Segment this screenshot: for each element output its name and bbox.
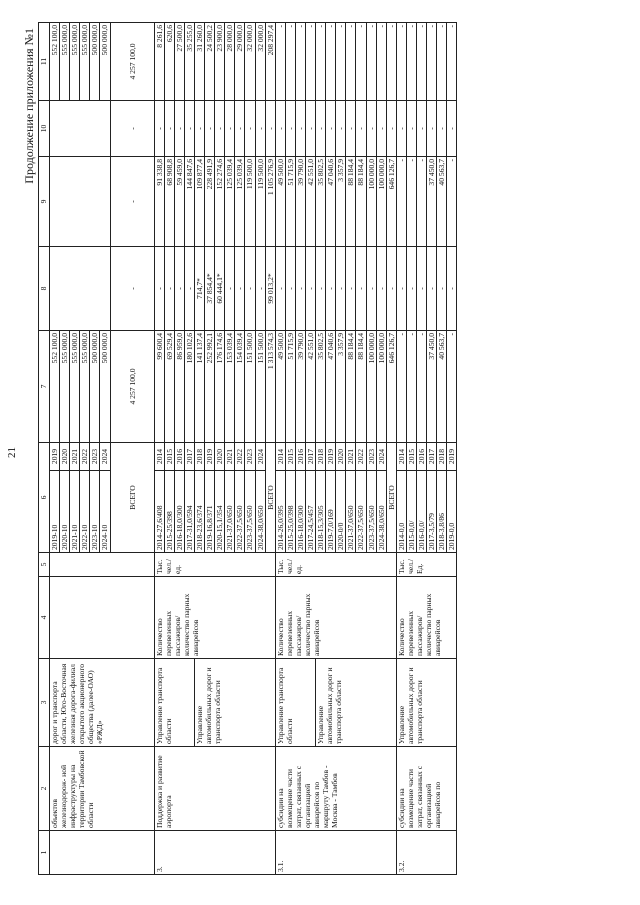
table-cell: - [326, 246, 336, 330]
table-cell: 69 529,4 [164, 330, 174, 442]
table-cell: Тыс. чел./ ед. [154, 553, 275, 577]
table-cell: - [346, 100, 356, 156]
table-cell: 29 000,0 [235, 22, 245, 100]
table-cell: 500 000,0 [90, 330, 100, 442]
table-cell: 4 257 100,0 [110, 22, 154, 100]
table-cell: 2019 [326, 442, 336, 470]
table-cell: 3 357,9 [336, 156, 346, 246]
table-cell: 2015-25/398 [164, 471, 174, 553]
table-cell: 2019-0,0 [447, 471, 457, 553]
table-cell: - [437, 22, 447, 100]
table-cell: - [215, 100, 225, 156]
header-cell: 10 [39, 100, 50, 156]
table-cell: Количество перевезенных пассажиров/ количество парных авиарейсов [275, 577, 396, 659]
table-cell: - [110, 156, 154, 246]
table-cell: 2021 [225, 442, 235, 470]
table-row [396, 22, 406, 874]
header-cell: 5 [39, 553, 50, 577]
table-cell: 2019 [50, 442, 60, 470]
table-cell: - [326, 22, 336, 100]
table-cell: 2016-0,0/ [417, 471, 427, 553]
table-cell: - [245, 246, 255, 330]
table-cell: 60 444,1* [215, 246, 225, 330]
table-cell: 141 137,4 [194, 330, 204, 442]
table-cell: 86 959,0 [174, 330, 184, 442]
table-cell: 3.1. [275, 831, 396, 875]
table-cell: Тыс. чел./ ед. [275, 553, 396, 577]
table-cell: - [255, 100, 265, 156]
table-cell: 2019 [205, 442, 215, 470]
table-cell: - [205, 100, 215, 156]
table-cell: Количество перевезенных пассажиров/ количество парных авиарейсов [396, 577, 457, 659]
table-cell: 2016 [417, 442, 427, 470]
table-cell: - [110, 100, 154, 156]
table-cell: 2014 [275, 442, 285, 470]
table-cell: - [184, 246, 194, 330]
table-cell: 2014-27,6/408 [154, 471, 164, 553]
table-cell: 2015-0,0/ [406, 471, 416, 553]
table-cell: 3. [154, 831, 275, 875]
table-cell: 37 450,0 [427, 156, 437, 246]
table-cell: 152 274,6 [215, 156, 225, 246]
table-cell: 2015 [285, 442, 295, 470]
table-cell: субсидии на возмещение части затрат, связанных с организацией авиарейсов по [396, 747, 457, 831]
table-cell: 1 105 276,9 [265, 156, 275, 246]
table-cell: 2022 [235, 442, 245, 470]
table-cell: - [447, 100, 457, 156]
header-cell: 3 [39, 659, 50, 747]
table-cell: - [305, 22, 315, 100]
table-cell: ВСЕГО [265, 442, 275, 552]
table-cell: Управление транспорта области [154, 659, 194, 747]
table-cell: 2016-18,0/300 [295, 471, 305, 553]
table-cell: 100 000,0 [376, 156, 386, 246]
table-cell: - [305, 100, 315, 156]
table-cell: 2024 [376, 442, 386, 470]
table-cell: 4 257 100,0 [110, 330, 154, 442]
table-cell: - [417, 156, 427, 246]
table-cell: 100 000,0 [366, 330, 376, 442]
table-cell: 500 000,0 [90, 22, 100, 100]
table-cell: 228 491,9 [205, 156, 215, 246]
table-cell: 40 563,7 [437, 156, 447, 246]
table-cell: 24 500,2 [205, 22, 215, 100]
table-cell: 714,7* [194, 246, 204, 330]
table-cell: 555 000,0 [80, 22, 90, 100]
header-cell: 6 [39, 442, 50, 552]
table-cell: - [326, 100, 336, 156]
table-cell: - [437, 100, 447, 156]
table-cell: 37 854,4* [205, 246, 215, 330]
table-cell: 2020 [60, 442, 70, 470]
table-cell: 32 000,0 [255, 22, 265, 100]
table-cell: 100 000,0 [376, 330, 386, 442]
table-cell: - [356, 22, 366, 100]
table-cell: 2023-10 [90, 471, 100, 553]
table-cell: 2017-24,5/457 [305, 471, 315, 553]
table-cell: - [366, 246, 376, 330]
table-cell: - [275, 100, 285, 156]
table-cell: 2020-15,1/354 [215, 471, 225, 553]
table-cell: - [366, 100, 376, 156]
table-cell: - [194, 100, 204, 156]
table-cell: - [225, 100, 235, 156]
table-cell: 552 100,0 [50, 330, 60, 442]
table-cell: - [396, 100, 406, 156]
table-cell: 88 184,4 [356, 330, 366, 442]
table-cell: 2020-10 [60, 471, 70, 553]
table-cell: 2020 [215, 442, 225, 470]
table-cell: - [417, 330, 427, 442]
table-cell: 88 184,4 [346, 330, 356, 442]
table-cell: 252 992,1 [205, 330, 215, 442]
table-cell: 2017-3,5/79 [427, 471, 437, 553]
table-cell: 2024-38,0/650 [255, 471, 265, 553]
table-cell: 2015 [164, 442, 174, 470]
table-cell: Управление транспорта области [275, 659, 315, 747]
table-cell: - [285, 246, 295, 330]
table-cell: 2021 [70, 442, 80, 470]
table-cell: 2018 [194, 442, 204, 470]
table-cell: 2019-7,0/169 [326, 471, 336, 553]
table-cell: - [396, 246, 406, 330]
table-cell: - [447, 22, 457, 100]
table-cell: 109 877,4 [194, 156, 204, 246]
table-cell: 100 000,0 [366, 156, 376, 246]
table-cell: - [406, 246, 416, 330]
table-cell: - [255, 246, 265, 330]
table-cell: Тыс. чел./ Ед. [396, 553, 457, 577]
table-cell: - [376, 246, 386, 330]
table-cell: 2016 [174, 442, 184, 470]
table-cell: 35 802,5 [316, 156, 326, 246]
table-cell: 2018 [316, 442, 326, 470]
table-cell: 153 039,4 [225, 330, 235, 442]
table-cell: - [336, 100, 346, 156]
table-cell: 2014-0,0 [396, 471, 406, 553]
table-cell: 646 126,7 [386, 330, 396, 442]
table-cell: - [447, 156, 457, 246]
header-cell: 11 [39, 22, 50, 100]
table-cell: - [285, 22, 295, 100]
header-cell: 7 [39, 330, 50, 442]
header-cell: 9 [39, 156, 50, 246]
table-cell: Количество перевезенных пассажиров/ количество парных авиарейсов [154, 577, 275, 659]
table-cell: - [184, 100, 194, 156]
table-cell: 2017-31,0/594 [184, 471, 194, 553]
table-cell: - [417, 22, 427, 100]
table-cell: 2024-10 [100, 471, 110, 553]
table-cell: 555 000,0 [60, 330, 70, 442]
table-cell: - [295, 22, 305, 100]
header-cell: 1 [39, 831, 50, 875]
table-cell: 2024-38,0/650 [376, 471, 386, 553]
table-cell: 180 102,6 [184, 330, 194, 442]
table-cell: - [386, 100, 396, 156]
table-cell: 2021-10 [70, 471, 80, 553]
table-cell: - [235, 100, 245, 156]
table-cell: 119 500,0 [255, 156, 265, 246]
header-row [39, 22, 50, 874]
table-cell: - [406, 22, 416, 100]
table-cell [50, 156, 111, 246]
table-cell: 151 500,0 [255, 330, 265, 442]
table-cell: 2017 [427, 442, 437, 470]
table-cell: 2021-37,0/650 [346, 471, 356, 553]
table-cell: 2017 [305, 442, 315, 470]
table-cell: 2015 [406, 442, 416, 470]
table-cell: 31 260,0 [194, 22, 204, 100]
table-cell: 2016 [295, 442, 305, 470]
table-cell: 39 790,0 [295, 156, 305, 246]
table-cell: 2024 [100, 442, 110, 470]
program-table [38, 22, 457, 875]
table-cell: 88 184,4 [346, 156, 356, 246]
table-cell [50, 831, 155, 875]
table-cell: - [417, 100, 427, 156]
table-cell: 32 000,0 [245, 22, 255, 100]
table-cell: 2018-3,8/86 [437, 471, 447, 553]
table-cell: 2014-26,0/395 [275, 471, 285, 553]
table-cell: - [356, 100, 366, 156]
table-cell: 552 100,0 [50, 22, 60, 100]
table-cell: - [346, 246, 356, 330]
table-cell: - [295, 246, 305, 330]
table-cell: 35 802,5 [316, 330, 326, 442]
header-cell: 8 [39, 246, 50, 330]
table-cell: 2018 [437, 442, 447, 470]
table-cell: 119 500,0 [245, 156, 255, 246]
table-cell: 2017 [184, 442, 194, 470]
table-cell: 47 040,6 [326, 156, 336, 246]
table-cell: 555 000,0 [70, 22, 80, 100]
table-cell: - [406, 100, 416, 156]
table-cell: - [406, 330, 416, 442]
table-cell: - [174, 100, 184, 156]
table-cell: 125 039,4 [225, 156, 235, 246]
table-cell: 125 039,4 [235, 156, 245, 246]
table-cell: Управление автомобильных дорог и транспорта области [194, 659, 275, 747]
table-cell: 2024 [255, 442, 265, 470]
table-cell: 2022-37,5/650 [356, 471, 366, 553]
table-cell: - [427, 246, 437, 330]
table-cell: 2019 [447, 442, 457, 470]
table-cell: дорог и транспорта области, Юго-Восточная железная дорога-филиал открытого акционерного общества (далее-ОАО) «РЖД» [50, 659, 155, 747]
table-cell: 2018-15,3/305 [316, 471, 326, 553]
table-cell: - [316, 246, 326, 330]
table-cell: 2022 [80, 442, 90, 470]
table-cell: 47 040,6 [326, 330, 336, 442]
table-cell [50, 553, 155, 577]
table-cell: 2023-37,5/650 [366, 471, 376, 553]
header-cell: 2 [39, 747, 50, 831]
table-cell: - [164, 246, 174, 330]
table-cell: - [356, 246, 366, 330]
table-cell: - [366, 22, 376, 100]
table-cell: 151 500,0 [245, 330, 255, 442]
table-cell: 99 600,4 [154, 330, 164, 442]
table-row [50, 22, 60, 874]
table-cell: 49 500,0 [275, 156, 285, 246]
table-cell: 620,6 [164, 22, 174, 100]
table-cell: 28 000,0 [225, 22, 235, 100]
table-cell: - [316, 22, 326, 100]
table-cell: 2014 [154, 442, 164, 470]
table-cell: 500 000,0 [100, 22, 110, 100]
table-cell: 59 459,0 [174, 156, 184, 246]
table-cell: 42 551,0 [305, 156, 315, 246]
table-cell: - [376, 100, 386, 156]
table-cell: - [376, 22, 386, 100]
table-cell: 2020 [336, 442, 346, 470]
table-cell: - [336, 246, 346, 330]
table-cell: - [245, 100, 255, 156]
table-cell: 42 551,0 [305, 330, 315, 442]
table-cell: 2020-0/0 [336, 471, 346, 553]
table-cell: 2019-10 [50, 471, 60, 553]
table-cell [50, 246, 111, 330]
table-row [154, 22, 164, 874]
table-cell: 2014 [396, 442, 406, 470]
table-cell: 2016-18,0/300 [174, 471, 184, 553]
table-cell: 2022-10 [80, 471, 90, 553]
table-cell: объектов железнодорож- ной инфраструктуры на территории Тамбовской области [50, 747, 155, 831]
table-cell: 3.2. [396, 831, 457, 875]
table-cell [50, 100, 111, 156]
table-cell: 35 255,0 [184, 22, 194, 100]
table-cell: Управление автомобильных дорог и транспорта области [396, 659, 457, 747]
table-cell: 154 039,4 [235, 330, 245, 442]
table-cell: - [406, 156, 416, 246]
table-cell: 49 500,0 [275, 330, 285, 442]
table-cell: - [346, 22, 356, 100]
table-cell: 144 847,6 [184, 156, 194, 246]
table-cell: субсидии на возмещение части затрат, связанных с организацией авиарейсов по маршруту Тамбов - Москва - Тамбов [275, 747, 396, 831]
table-cell: - [386, 246, 396, 330]
table-cell: - [447, 330, 457, 442]
table-cell: 37 450,0 [427, 330, 437, 442]
table-cell: 2023 [366, 442, 376, 470]
table-cell: 2018-23,6/374 [194, 471, 204, 553]
table-cell: - [336, 22, 346, 100]
table-cell: 2023 [90, 442, 100, 470]
table-cell: 99 013,2* [265, 246, 275, 330]
table-cell: - [275, 22, 285, 100]
table-cell: 39 790,0 [295, 330, 305, 442]
table-cell: 2022-37,5/650 [235, 471, 245, 553]
table-cell: - [386, 22, 396, 100]
header-cell: 4 [39, 577, 50, 659]
table-cell: - [164, 100, 174, 156]
table-cell: 2023-37,5/650 [245, 471, 255, 553]
table-cell: - [235, 246, 245, 330]
table-cell: 2022 [356, 442, 366, 470]
table-cell: 51 715,9 [285, 156, 295, 246]
table-cell: 555 000,0 [60, 22, 70, 100]
table-cell: 2023 [245, 442, 255, 470]
table-cell: 2021-37,0/650 [225, 471, 235, 553]
table-cell: 2015-25,0/398 [285, 471, 295, 553]
table-cell: - [427, 100, 437, 156]
table-cell: 208 297,4 [265, 22, 275, 100]
table-cell: 23 900,0 [215, 22, 225, 100]
table-cell: ВСЕГО [110, 442, 154, 552]
table-cell: 555 000,0 [70, 330, 80, 442]
table-cell: - [437, 246, 447, 330]
table-cell: - [225, 246, 235, 330]
table-cell: - [427, 22, 437, 100]
table-cell: 40 563,7 [437, 330, 447, 442]
page-number: 21 [6, 447, 18, 458]
table-cell: 88 184,4 [356, 156, 366, 246]
table-cell: - [305, 246, 315, 330]
table-cell: - [396, 156, 406, 246]
table-cell: 500 000,0 [100, 330, 110, 442]
table-cell: - [447, 246, 457, 330]
table-cell: 2019-16,8/371 [205, 471, 215, 553]
continuation-title: Продолжение приложения №1 [22, 28, 36, 184]
table-cell: - [275, 246, 285, 330]
table-cell: 8 261,6 [154, 22, 164, 100]
table-cell: 27 500,0 [174, 22, 184, 100]
table-cell: Управление автомобильных дорог и транспорта области [316, 659, 397, 747]
table-cell: - [396, 22, 406, 100]
table-cell: 176 174,6 [215, 330, 225, 442]
table-row [275, 22, 285, 874]
table-cell: 555 000,0 [80, 330, 90, 442]
table-cell: 3 357,9 [336, 330, 346, 442]
table-cell: 646 126,7 [386, 156, 396, 246]
table-cell: - [154, 100, 164, 156]
table-cell: 91 338,8 [154, 156, 164, 246]
table-cell: 68 908,8 [164, 156, 174, 246]
table-cell: ВСЕГО [386, 442, 396, 552]
table-cell: 51 715,9 [285, 330, 295, 442]
table-cell: - [285, 100, 295, 156]
table-cell: - [265, 100, 275, 156]
table-cell: 2021 [346, 442, 356, 470]
table-cell: - [295, 100, 305, 156]
table-cell: - [174, 246, 184, 330]
table-cell: Поддержка и развитие аэропорта [154, 747, 275, 831]
table-cell: - [417, 246, 427, 330]
table-cell: - [316, 100, 326, 156]
table-cell: - [110, 246, 154, 330]
table-cell: - [154, 246, 164, 330]
table-cell [50, 577, 155, 659]
table-cell: 1 313 574,3 [265, 330, 275, 442]
table-cell: - [396, 330, 406, 442]
